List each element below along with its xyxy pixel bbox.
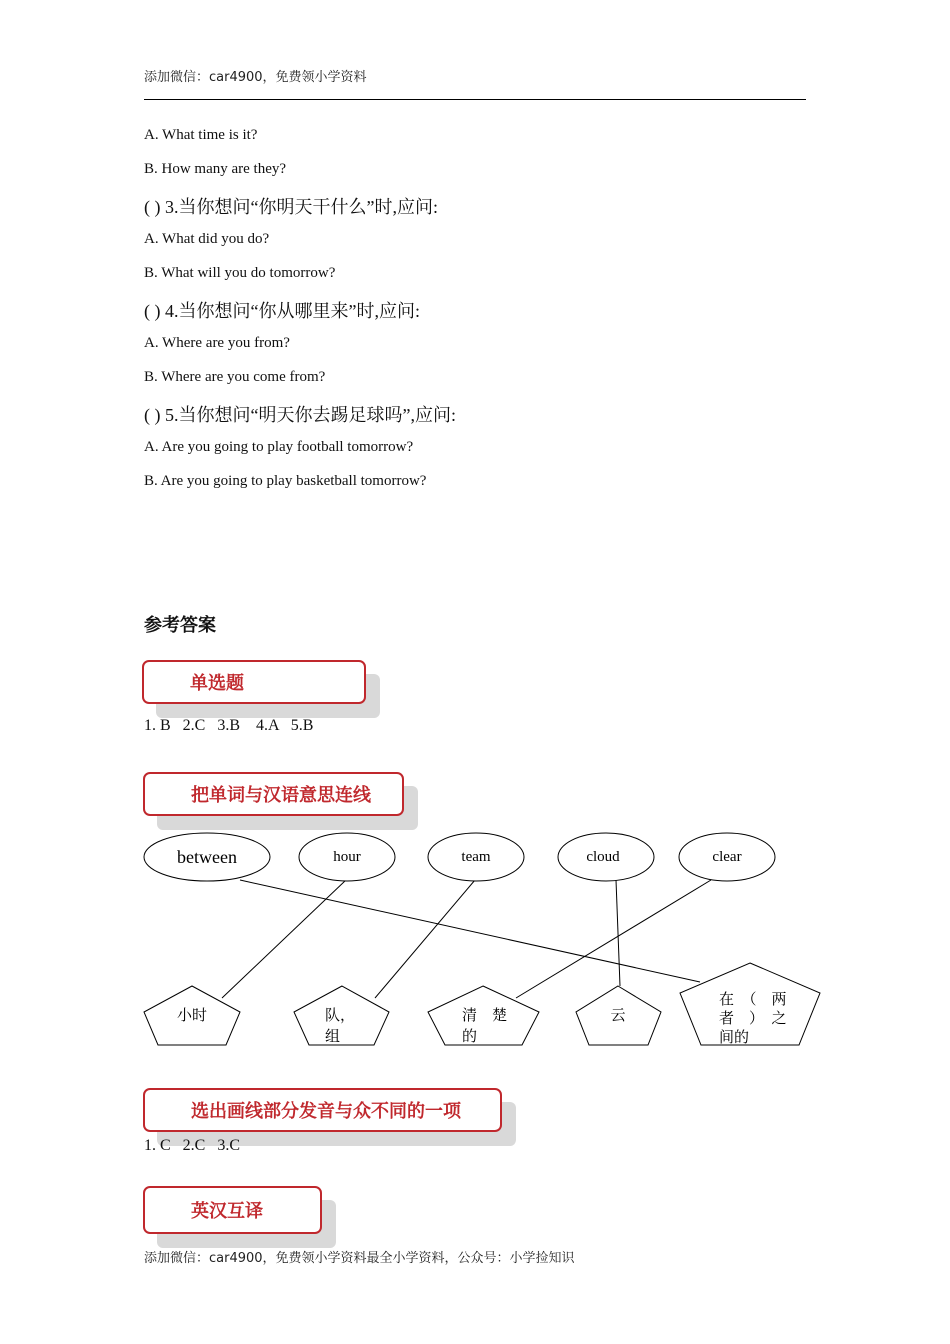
meaning-text: 的 (462, 1027, 478, 1045)
meaning-text: 清 楚 (462, 1006, 508, 1024)
page-footer: 添加微信：car4900，免费领小学资料最全小学资料，公众号：小学捡知识 (144, 1251, 575, 1266)
word-text: clear (712, 849, 742, 865)
meaning-text: 小时 (176, 1006, 208, 1024)
word-text: team (461, 849, 491, 865)
meaning-text: 间的 (719, 1028, 750, 1046)
answer-line: 1. C 2.C 3.C (144, 1137, 241, 1154)
section-title: 把单词与汉语意思连线 (143, 772, 404, 816)
section-title: 选出画线部分发音与众不同的一项 (143, 1088, 502, 1132)
option-a: A. Are you going to play football tomorrow? (144, 439, 414, 455)
match-line (616, 880, 620, 986)
match-line (375, 880, 475, 998)
section-title: 英汉互译 (143, 1186, 322, 1234)
word-text: between (177, 847, 237, 867)
match-line (240, 880, 700, 982)
meaning-text: 组 (325, 1027, 341, 1045)
word-text: hour (333, 849, 361, 865)
option-a: A. Where are you from? (144, 335, 290, 351)
option-b: B. How many are they? (144, 161, 287, 177)
option-a: A. What time is it? (144, 127, 258, 143)
page-header: 添加微信：car4900，免费领小学资料 (144, 70, 367, 85)
meaning-text: 云 (610, 1006, 626, 1024)
match-line (222, 880, 346, 998)
section-title: 单选题 (142, 660, 366, 704)
section-box-translation (143, 1186, 322, 1234)
question-stem: ( ) 5.当你想问“明天你去踢足球吗”,应问: (144, 405, 456, 425)
meaning-text: 在 （ 两 (719, 990, 787, 1008)
option-a: A. What did you do? (144, 231, 270, 247)
section-box-pronunciation (143, 1088, 502, 1132)
matching-lines (222, 880, 711, 998)
option-b: B. What will you do tomorrow? (144, 265, 336, 281)
meaning-text: 队， (325, 1006, 356, 1024)
option-b: B. Are you going to play basketball tomorrow? (144, 473, 427, 489)
meaning-text: 者 ） 之 (719, 1009, 787, 1027)
word-text: cloud (586, 849, 620, 865)
option-b: B. Where are you come from? (144, 369, 326, 385)
question-stem: ( ) 3.当你想问“你明天干什么”时,应问: (144, 197, 438, 217)
answers-title: 参考答案 (144, 615, 216, 636)
match-line (516, 880, 711, 998)
question-stem: ( ) 4.当你想问“你从哪里来”时,应问: (144, 301, 420, 321)
answer-line: 1. B 2.C 3.B 4.A 5.B (144, 717, 314, 734)
